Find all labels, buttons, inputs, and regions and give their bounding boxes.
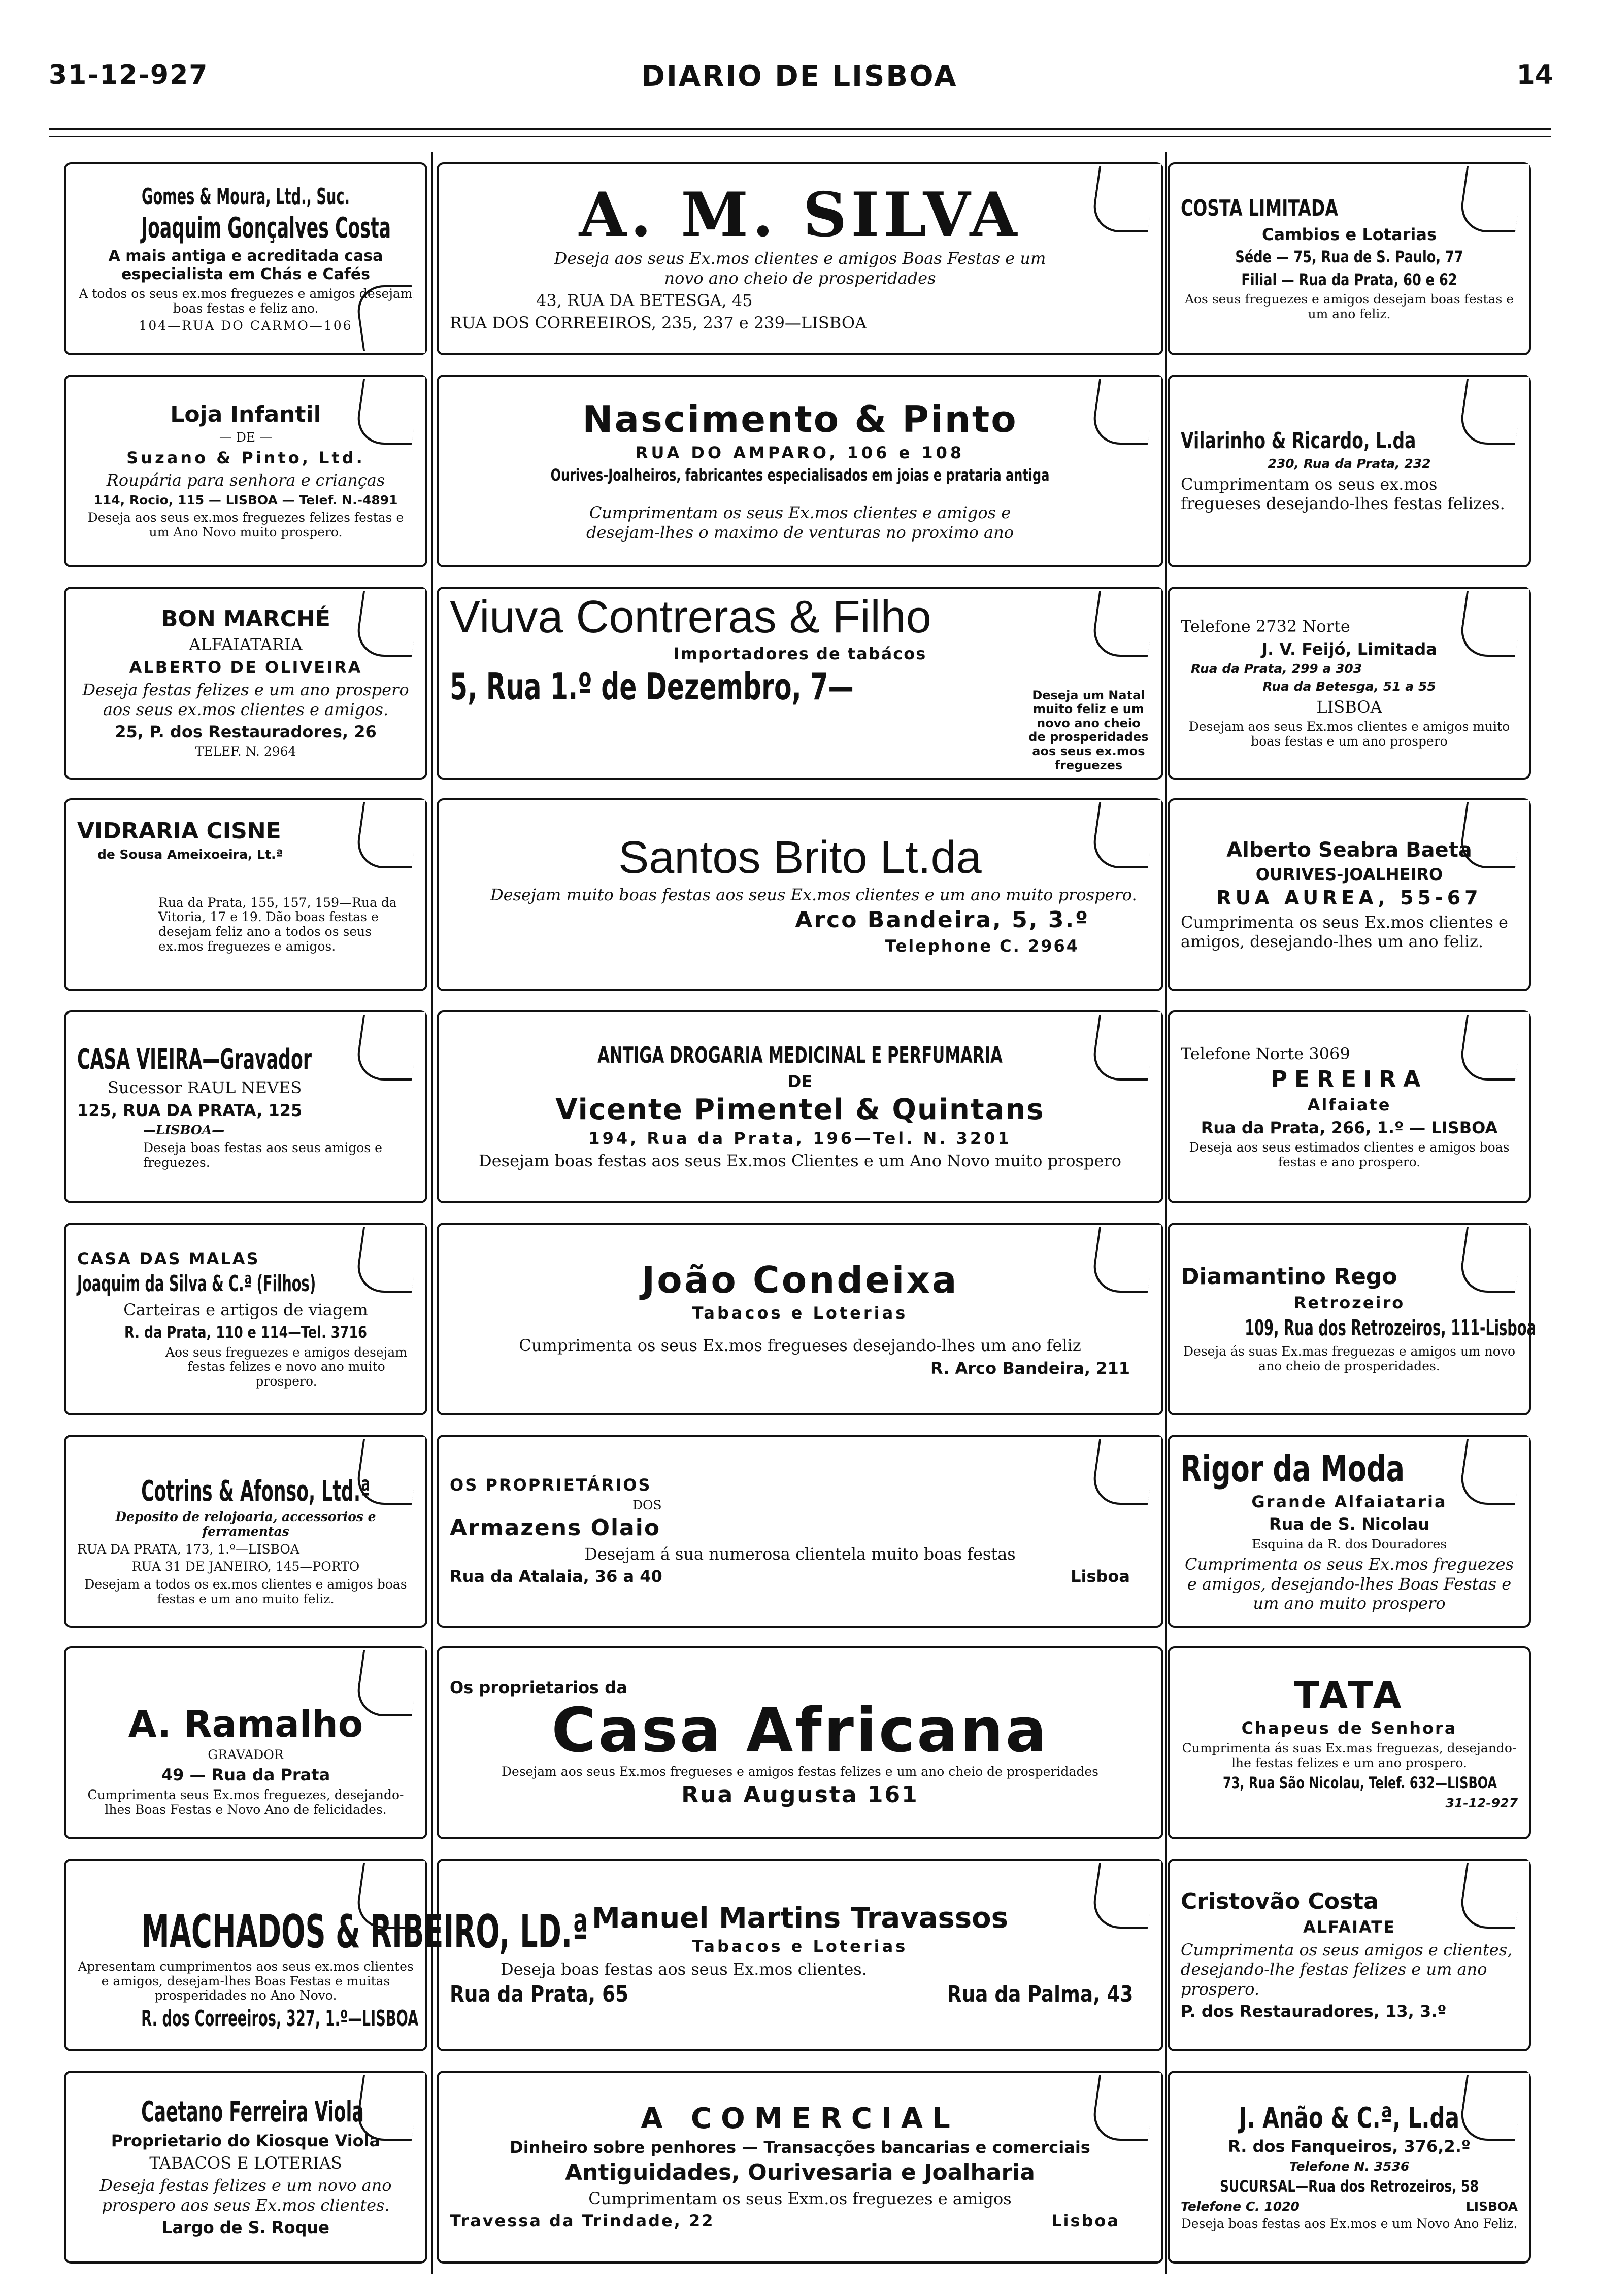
- ad-subtitle: Tabacos e Loterias: [692, 1303, 908, 1323]
- ad-cristovao-costa: [1168, 1859, 1531, 2051]
- ad-title: J. V. Feijó, Limitada: [1261, 639, 1437, 659]
- ad-city: Lisboa: [1051, 2211, 1120, 2231]
- ad-address: Arco Bandeira, 5, 3.º: [795, 907, 1089, 933]
- ad-title: João Condeixa: [641, 1258, 959, 1301]
- ad-line: OS PROPRIETÁRIOS: [450, 1475, 652, 1495]
- ad-bon-marche: [64, 587, 427, 780]
- ad-body: Cumprimenta os seus Ex.mos fregueses desejando-lhes um ano feliz: [519, 1336, 1081, 1356]
- ad-address: Séde — 75, Rua de S. Paulo, 77: [1235, 247, 1463, 267]
- ad-title: Loja Infantil: [170, 401, 321, 427]
- ad-title: BON MARCHÉ: [161, 605, 330, 632]
- ad-title: Viuva Contreras & Filho: [450, 591, 931, 643]
- ad-footer-row: [450, 667, 1150, 773]
- ad-body: Deseja boas festas aos seus Ex.mos clientes.: [501, 1959, 867, 1979]
- ad-address: 194, Rua da Prata, 196—Tel. N. 3201: [588, 1128, 1012, 1148]
- ad-subtitle: Proprietario do Kiosque Viola: [111, 2131, 381, 2150]
- ad-phone: TELEF. N. 2964: [195, 744, 296, 759]
- ad-city: LISBOA: [1465, 2199, 1518, 2214]
- page-curl-icon: [1458, 164, 1529, 241]
- ad-gomes-moura: [64, 162, 427, 355]
- page-curl-icon: [1458, 1861, 1529, 1937]
- ad-address: P. dos Restauradores, 13, 3.º: [1181, 2002, 1447, 2021]
- ad-subtitle: ALBERTO DE OLIVEIRA: [129, 657, 362, 677]
- ad-subtitle: Vicente Pimentel & Quintans: [555, 1093, 1045, 1127]
- ad-footer-row: [1181, 2200, 1518, 2214]
- ad-subtitle: Cambios e Lotarias: [1262, 224, 1437, 244]
- ad-rigor-da-moda: [1168, 1435, 1531, 1628]
- ad-diamantino-rego: [1168, 1223, 1536, 1415]
- page-curl-icon: [354, 1648, 425, 1725]
- page-curl-icon: [1060, 589, 1161, 700]
- ad-body: Apresentam cumprimentos aos seus ex.mos clientes e amigos, desejam-lhes Boas Festas e muitas prosperidades no Ano Novo.: [78, 1959, 414, 2003]
- ad-title: A. M. SILVA: [579, 179, 1021, 251]
- page-curl-icon: [1060, 1225, 1161, 1336]
- page-curl-icon: [1458, 800, 1529, 876]
- ad-footer-row: [450, 1567, 1150, 1586]
- ad-line: Os proprietarios da: [450, 1678, 627, 1698]
- ad-title: Cristovão Costa: [1181, 1888, 1379, 1914]
- ad-alberto-seabra-baeta: [1168, 798, 1531, 991]
- ad-title: Nascimento & Pinto: [582, 398, 1018, 441]
- ad-address: RUA 31 DE JANEIRO, 145—PORTO: [131, 1559, 360, 1574]
- ad-address: 230, Rua da Prata, 232: [1268, 456, 1431, 471]
- ad-address: Largo de S. Roque: [162, 2218, 329, 2238]
- ad-address: 73, Rua São Nicolau, Telef. 632—LISBOA: [1223, 1773, 1497, 1793]
- page-curl-icon: [1060, 1012, 1161, 1124]
- ad-address: Rua da Palma, 43: [947, 1981, 1133, 2008]
- ad-title: Rigor da Moda: [1181, 1447, 1405, 1490]
- page-curl-icon: [1458, 589, 1529, 665]
- ad-address: RUA DA PRATA, 173, 1.º—LISBOA: [77, 1541, 299, 1557]
- ad-joao-condeixa: [437, 1223, 1163, 1415]
- page-curl-icon: [354, 589, 425, 665]
- ad-address: Rua da Betesga, 51 a 55: [1262, 679, 1436, 694]
- ad-feijo-limitada: [1168, 587, 1531, 780]
- ad-body: Cumprimenta seus Ex.mos freguezes, desejando-lhes Boas Festas e Novo Ano de felicidades.: [87, 1787, 404, 1817]
- ad-title: Caetano Ferreira Viola: [141, 2096, 364, 2129]
- ad-line: Roupária para senhora e crianças: [106, 470, 385, 490]
- ad-subtitle: OURIVES-JOALHEIRO: [1255, 864, 1443, 884]
- ad-body: Desejam boas festas aos seus Ex.mos Clientes e um Ano Novo muito prospero: [479, 1151, 1121, 1171]
- ad-subtitle: Deposito de relojoaria, accessorios e ferramentas: [115, 1509, 376, 1539]
- ad-line: Esquina da R. dos Douradores: [1251, 1536, 1447, 1551]
- page-curl-icon: [1060, 800, 1161, 912]
- column-separator-2: [1165, 152, 1167, 2274]
- ad-body: Desejam á sua numerosa clientela muito boas festas: [584, 1544, 1016, 1564]
- page-curl-icon: [354, 1225, 425, 1301]
- ad-address: Rua Augusta 161: [681, 1781, 919, 1808]
- ad-address: 104—RUA DO CARMO—106: [139, 318, 353, 333]
- ad-address: Rua da Prata, 65: [450, 1981, 629, 2008]
- ad-viuva-contreras: [437, 587, 1163, 780]
- ad-title: VIDRARIA CISNE: [77, 818, 281, 845]
- ad-subtitle: Dinheiro sobre penhores — Transacções bancarias e comerciais: [510, 2137, 1090, 2157]
- ad-manuel-martins-travassos: [437, 1859, 1163, 2051]
- ad-line: — DE —: [219, 430, 273, 445]
- ad-address: 43, RUA DA BETESGA, 45: [536, 291, 753, 310]
- ad-address: Travessa da Trindade, 22: [450, 2211, 715, 2231]
- page-curl-icon: [1458, 377, 1529, 453]
- ad-body: Deseja um Natal muito feliz e um novo ano cheio de prosperidades aos seus ex.mos freguezes: [1028, 688, 1149, 772]
- ad-phone: Telefone Norte 3069: [1181, 1044, 1350, 1064]
- ad-title: Casa Africana: [551, 1695, 1049, 1766]
- ad-address: Rua de S. Nicolau: [1269, 1514, 1430, 1534]
- ad-tata: [1168, 1646, 1531, 1839]
- ad-address: 5, Rua 1.º de Dezembro, 7—: [450, 665, 854, 708]
- top-rule: [49, 128, 1551, 130]
- ad-address: Rua da Prata, 299 a 303: [1191, 661, 1362, 677]
- ad-title: ANTIGA DROGARIA MEDICINAL E PERFUMARIA: [597, 1042, 1003, 1069]
- ad-body: Cumprimentam os seus Exm.os freguezes e amigos: [588, 2188, 1012, 2208]
- ad-body: A todos os seus ex.mos freguezes e amigos desejam boas festas e feliz ano.: [79, 286, 413, 316]
- ad-title: Santos Brito Lt.da: [618, 832, 982, 884]
- page-curl-icon: [354, 1012, 425, 1089]
- ad-title: Armazens Olaio: [450, 1515, 661, 1541]
- ad-a-m-silva: [437, 162, 1163, 355]
- ad-title: A. Ramalho: [128, 1703, 363, 1746]
- page-curl-icon: [354, 800, 425, 876]
- ad-body: Cumprimenta os seus amigos e clientes, desejando-lhe festas felizes e um ano prospero.: [1181, 1940, 1513, 1999]
- ad-costa-limitada: [1168, 162, 1531, 355]
- ad-footer-row: [450, 2211, 1150, 2231]
- ad-address: Rua da Prata, 266, 1.º — LISBOA: [1201, 1118, 1498, 1137]
- ad-address: 114, Rocio, 115 — LISBOA — Telef. N.-4891: [93, 492, 398, 508]
- ad-vilarinho-ricardo: [1168, 375, 1531, 567]
- ad-body: Desejam a todos os ex.mos clientes e amigos boas festas e um ano muito feliz.: [84, 1577, 407, 1606]
- ad-date: 31-12-927: [1445, 1795, 1518, 1810]
- ad-address: SUCURSAL—Rua dos Retrozeiros, 58: [1219, 2177, 1479, 2197]
- middle-column: [437, 162, 1163, 2264]
- newspaper-title: DIARIO DE LISBOA: [641, 60, 958, 93]
- page-curl-icon: [1060, 1861, 1161, 1972]
- ad-body: Desejam aos seus Ex.mos clientes e amigos muito boas festas e um ano prospero: [1188, 719, 1510, 749]
- page-curl-icon: [1060, 164, 1161, 276]
- ad-address: 125, RUA DA PRATA, 125: [77, 1100, 303, 1120]
- issue-date: 31-12-927: [49, 60, 209, 90]
- ad-body: Rua da Prata, 155, 157, 159—Rua da Vitoria, 17 e 19. Dão boas festas e desejam feliz ano a todos os seus ex.mos freguezes e amigos.: [158, 895, 397, 954]
- ad-j-anao: [1168, 2071, 1531, 2264]
- ad-body: Desejam aos seus Ex.mos fregueses e amigos festas felizes e um ano cheio de prosperidades: [502, 1764, 1098, 1779]
- ad-subtitle: de Sousa Ameixoeira, Lt.ª: [97, 847, 283, 862]
- ad-title: Diamantino Rego: [1181, 1264, 1397, 1290]
- ad-loja-infantil: [64, 375, 427, 567]
- ad-casa-vieira: [64, 1010, 427, 1203]
- ad-armazens-olaio: [437, 1435, 1163, 1628]
- ad-body: Deseja festas felizes e um ano prospero aos seus ex.mos clientes e amigos.: [82, 680, 409, 719]
- top-rule-thin: [49, 136, 1551, 137]
- ad-address: RUA DOS CORREEIROS, 235, 237 e 239—LISBOA: [450, 313, 867, 333]
- ad-body: Deseja festas felizes e um novo ano prospero aos seus Ex.mos clientes.: [99, 2176, 392, 2215]
- ad-body: Cumprimentam os seus ex.mos fregueses desejando-lhes festas felizes.: [1181, 475, 1505, 514]
- ad-subtitle: GRAVADOR: [208, 1747, 284, 1762]
- ad-subtitle: Chapeus de Senhora: [1241, 1718, 1457, 1738]
- ad-city: LISBOA: [1316, 697, 1382, 717]
- ad-title: MACHADOS & RIBEIRO, LD.ª: [141, 1905, 588, 1959]
- ad-phone: Telefone C. 1020: [1181, 2199, 1300, 2214]
- ad-phone: Telefone N. 3536: [1289, 2158, 1410, 2174]
- ad-casa-das-malas: [64, 1223, 427, 1415]
- ad-address: RUA AUREA, 55-67: [1216, 887, 1482, 909]
- ad-line: DE: [787, 1071, 813, 1091]
- ad-body: Deseja aos seus estimados clientes e amigos boas festas e ano prospero.: [1189, 1140, 1510, 1169]
- ad-a-ramalho: [64, 1646, 427, 1839]
- ad-city: Lisboa: [1071, 1567, 1130, 1586]
- ad-title: Manuel Martins Travassos: [592, 1901, 1008, 1935]
- page-curl-icon: [1458, 1012, 1529, 1089]
- page-curl-icon: [1060, 377, 1161, 488]
- ad-line: TABACOS E LOTERIAS: [149, 2153, 342, 2173]
- ad-footer-row: [450, 1982, 1150, 2008]
- ad-title: CASA DAS MALAS: [77, 1248, 260, 1268]
- right-column: [1168, 162, 1536, 2264]
- ad-vidraria-cisne: [64, 798, 427, 991]
- ad-subtitle: Joaquim Gonçalves Costa: [141, 212, 391, 245]
- ad-subtitle: Grande Alfaiataria: [1251, 1492, 1447, 1511]
- ad-subtitle: Tabacos e Loterias: [692, 1937, 908, 1956]
- ad-title: TATA: [1294, 1674, 1405, 1717]
- ad-phone: Telephone C. 2964: [885, 936, 1079, 956]
- ad-santos-brito: [437, 798, 1163, 991]
- ad-body: Deseja ás suas Ex.mas freguezas e amigos um novo ano cheio de prosperidades.: [1183, 1343, 1516, 1373]
- ad-title: Vilarinho & Ricardo, L.da: [1181, 427, 1416, 454]
- ad-line: Carteiras e artigos de viagem: [123, 1300, 368, 1320]
- ad-body: Aos seus freguezes e amigos desejam festas felizes e novo ano muito prospero.: [165, 1344, 407, 1389]
- page-curl-icon: [354, 2073, 425, 2149]
- ad-address: R. Arco Bandeira, 211: [930, 1358, 1130, 1378]
- ad-drogaria-medicinal: [437, 1010, 1163, 1203]
- ad-line: ALFAIATARIA: [189, 635, 303, 655]
- ad-title: COSTA LIMITADA: [1181, 195, 1338, 222]
- ad-body: Cumprimenta os seus Ex.mos clientes e amigos, desejando-lhes um ano feliz.: [1181, 912, 1508, 952]
- ad-phone: Telefone 2732 Norte: [1181, 617, 1350, 636]
- ad-cotrins-afonso: [64, 1435, 427, 1628]
- ad-nascimento-pinto: [437, 375, 1163, 567]
- ad-body: Cumprimenta os seus Ex.mos freguezes e amigos, desejando-lhes Boas Festas e um ano muito prospero: [1185, 1555, 1514, 1613]
- ad-title: Alberto Seabra Baeta: [1226, 838, 1472, 862]
- ad-subtitle: Importadores de tabácos: [673, 644, 927, 664]
- ad-address: Rua da Atalaia, 36 a 40: [450, 1567, 662, 1586]
- ad-line: DOS: [632, 1497, 662, 1512]
- ad-address: 25, P. dos Restauradores, 26: [115, 722, 377, 742]
- ad-title: A COMERCIAL: [641, 2102, 959, 2136]
- ad-body: Aos seus freguezes e amigos desejam boas festas e um ano feliz.: [1184, 292, 1514, 321]
- ad-title: Cotrins & Afonso, Ltd.ª: [141, 1474, 371, 1508]
- ad-line: —LISBOA—: [143, 1123, 225, 1138]
- ad-a-comercial: [437, 2071, 1163, 2264]
- ad-casa-africana: [437, 1646, 1163, 1839]
- ad-subtitle: Sucessor RAUL NEVES: [108, 1078, 302, 1098]
- page-curl-icon: [1458, 1225, 1529, 1301]
- ad-subtitle: Alfaiate: [1307, 1095, 1391, 1115]
- ad-subtitle: Ourives-Joalheiros, fabricantes especialisados em joias e prataria antiga: [550, 465, 1050, 485]
- ad-subtitle: ALFAIATE: [1303, 1917, 1395, 1937]
- ad-address: Filial — Rua da Prata, 60 e 62: [1241, 269, 1457, 289]
- page-curl-icon: [354, 377, 425, 453]
- ad-subtitle: Suzano & Pinto, Ltd.: [126, 448, 365, 467]
- ad-body: Desejam muito boas festas aos seus Ex.mos clientes e um ano muito prospero.: [490, 885, 1137, 904]
- ad-subtitle: Retrozeiro: [1293, 1293, 1405, 1312]
- ad-title: J. Anão & C.ª, L.da: [1239, 2101, 1459, 2135]
- ad-address: R. da Prata, 110 e 114—Tel. 3716: [124, 1323, 367, 1342]
- ad-title: PEREIRA: [1271, 1066, 1428, 1092]
- ad-body: Deseja aos seus ex.mos freguezes felizes festas e um Ano Novo muito prospero.: [87, 510, 404, 540]
- ad-address: RUA DO AMPARO, 106 e 108: [635, 443, 965, 462]
- ad-address: 109, Rua dos Retrozeiros, 111-Lisboa: [1245, 1315, 1536, 1341]
- ad-title: CASA VIEIRA—Gravador: [77, 1042, 312, 1076]
- ad-subtitle: Joaquim da Silva & C.ª (Filhos): [77, 1271, 316, 1297]
- ad-body: Deseja boas festas aos Ex.mos e um Novo Ano Feliz.: [1181, 2216, 1518, 2232]
- ad-pereira: [1168, 1010, 1531, 1203]
- page-curl-icon: [1060, 2073, 1161, 2184]
- ad-caetano-ferreira-viola: [64, 2071, 427, 2264]
- ad-address: R. dos Fanqueiros, 376,2.º: [1228, 2137, 1471, 2156]
- ad-title: Gomes & Moura, Ltd., Suc.: [142, 183, 350, 210]
- page-curl-icon: [354, 277, 425, 353]
- ad-body: Deseja aos seus Ex.mos clientes e amigos Boas Festas e um novo ano cheio de prosperidades: [554, 249, 1046, 288]
- ad-address: R. dos Correeiros, 327, 1.º—LISBOA: [141, 2006, 419, 2032]
- ad-address: 49 — Rua da Prata: [161, 1765, 330, 1785]
- ad-line: A mais antiga e acreditada casa especialista em Chás e Cafés: [108, 247, 383, 283]
- ad-body: Deseja boas festas aos seus amigos e freguezes.: [143, 1140, 382, 1170]
- page-header: [0, 60, 1599, 100]
- ad-body: Cumprimenta ás suas Ex.mas freguezas, desejando-lhe festas felizes e um ano prospero.: [1182, 1740, 1517, 1770]
- ad-body: Cumprimentam os seus Ex.mos clientes e amigos e desejam-lhes o maximo de venturas no proximo ano: [586, 503, 1014, 542]
- page-curl-icon: [1060, 1437, 1161, 1548]
- page-curl-icon: [1458, 1437, 1529, 1513]
- page-number: 14: [1516, 60, 1553, 90]
- ad-line: Antiguidades, Ourivesaria e Joalharia: [565, 2159, 1035, 2186]
